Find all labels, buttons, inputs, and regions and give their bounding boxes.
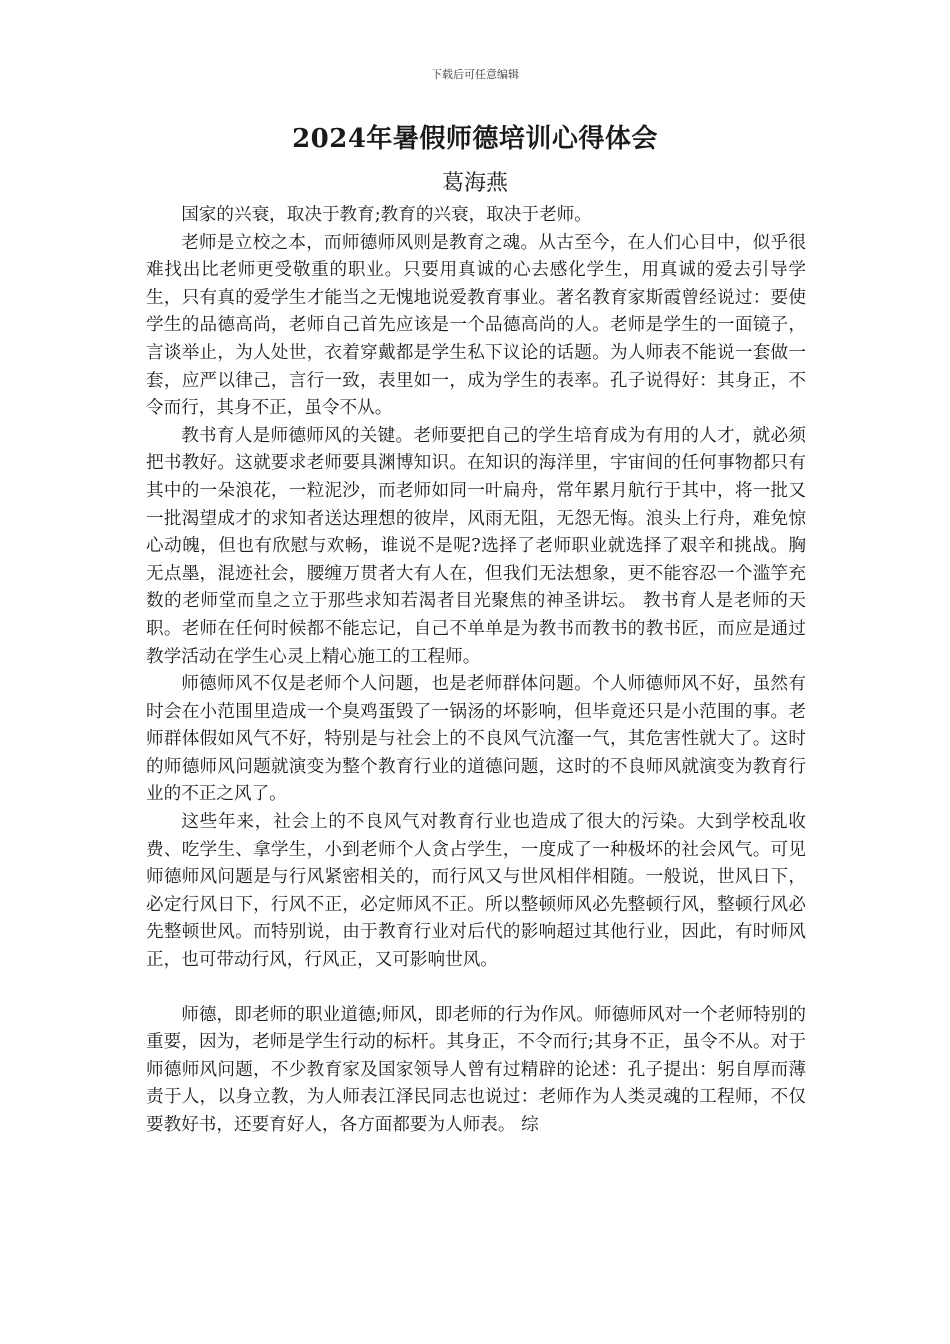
paragraph-6: 师德，即老师的职业道德;师风，即老师的行为作风。师德师风对一个老师特别的重要，因为，老师是学生行动的标杆。其身正，不令而行;其身不正，虽令不从。对于师德师风问题，不少教育家及国家领导人曾有过精辟的论述：孔子提出：躬自厚而薄责于人，以身立教，为人师表江泽民同志也说过：老师作为人类灵魂的工程师，不仅要教好书，还要育好人，各方面都要为人师表。 综 [146, 1004, 806, 1135]
paragraph-5: 这些年来，社会上的不良风气对教育行业也造成了很大的污染。大到学校乱收费、吃学生、拿学生，小到老师个人贪占学生，一度成了一种极坏的社会风气。可见师德师风问题是与行风紧密相关的，而行风又与世风相伴相随。一般说，世风日下，必定行风日下，行风不正，必定师风不正。所以整顿师风必先整顿行风，整顿行风必先整顿世风。而特别说，由于教育行业对后代的影响超过其他行业，因此，有时师风正，也可带动行风，行风正，又可影响世风。 [146, 812, 806, 971]
header-note: 下载后可任意编辑 [431, 68, 519, 81]
document-author: 葛海燕 [441, 171, 508, 196]
paragraph-2: 老师是立校之本，而师德师风则是教育之魂。从古至今，在人们心目中，似乎很难找出比老师更受敬重的职业。只要用真诚的心去感化学生，用真诚的爱去引导学生，只有真的爱学生才能当之无愧地说爱教育事业。著名教育家斯霞曾经说过：要使学生的品德高尚，老师自己首先应该是一个品德高尚的人。老师是学生的一面镜子，言谈举止，为人处世，衣着穿戴都是学生私下议论的话题。为人师表不能说一套做一套，应严以律己，言行一致，表里如一，成为学生的表率。孔子说得好：其身正，不令而行，其身不正，虽令不从。 [146, 232, 806, 419]
paragraph-1: 国家的兴衰，取决于教育;教育的兴衰，取决于老师。 [181, 205, 592, 225]
paragraph-4: 师德师风不仅是老师个人问题，也是老师群体问题。个人师德师风不好，虽然有时会在小范围里造成一个臭鸡蛋毁了一锅汤的坏影响，但毕竟还只是小范围的事。老师群体假如风气不好，特别是与社会上的不良风气沆瀣一气，其危害性就大了。这时的师德师风问题就演变为整个教育行业的道德问题，这时的不良师风就演变为教育行业的不正之风了。 [146, 674, 806, 805]
document-body [146, 202, 806, 1140]
document-title: 2024年暑假师德培训心得体会 [292, 124, 658, 154]
paragraph-3: 教书育人是师德师风的关键。老师要把自己的学生培育成为有用的人才，就必须把书教好。这就要求老师要具渊博知识。在知识的海洋里，宇宙间的任何事物都只有其中的一朵浪花，一粒泥沙，而老师如同一叶扁舟，常年累月航行于其中，将一批又一批渴望成才的求知者送达理想的彼岸，风雨无阻，无怨无悔。浪头上行舟，难免惊心动魄，但也有欣慰与欢畅，谁说不是呢?选择了老师职业就选择了艰辛和挑战。胸无点墨，混迹社会，腰缠万贯者大有人在，但我们无法想象，更不能容忍一个滥竽充数的老师堂而皇之立于那些求知若渴者目光聚焦的神圣讲坛。 教书育人是老师的天职。老师在任何时候都不能忘记，自己不单单是为教书而教书的教书匠，而应是通过教学活动在学生心灵上精心施工的工程师。 [146, 425, 806, 667]
